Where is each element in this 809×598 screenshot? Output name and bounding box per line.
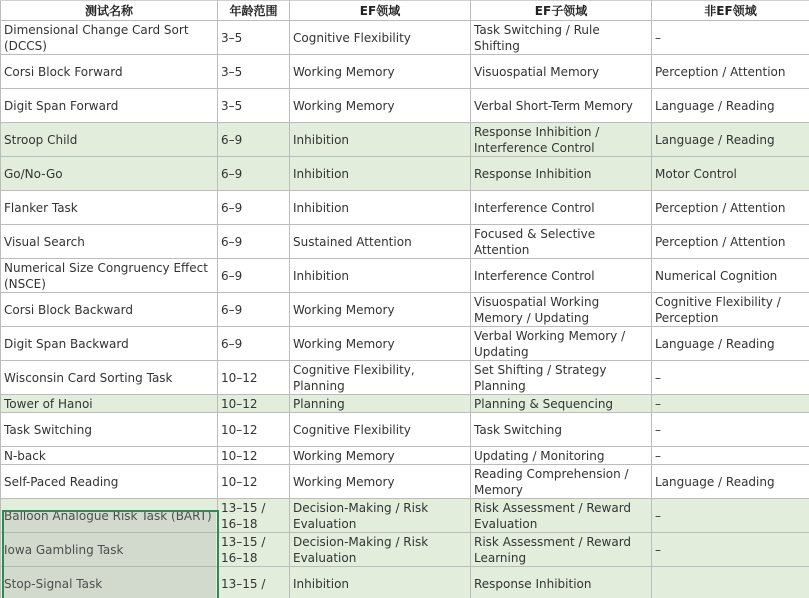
cell-non-ef-domain[interactable]: – (652, 447, 809, 465)
cell-test-name[interactable]: Digit Span Forward (1, 89, 218, 123)
cell-ef-domain[interactable]: Decision-Making / Risk Evaluation (290, 533, 471, 567)
table-row (1, 55, 809, 89)
table-row (1, 327, 809, 361)
cell-non-ef-domain[interactable]: Perception / Attention (652, 191, 809, 225)
cell-age-range[interactable]: 3–5 (218, 89, 290, 123)
cell-age-range[interactable]: 6–9 (218, 191, 290, 225)
cell-non-ef-domain[interactable]: Cognitive Flexibility / Perception (652, 293, 809, 327)
cell-ef-subdomain[interactable]: Response Inhibition (471, 157, 652, 191)
cell-ef-domain[interactable]: Working Memory (290, 89, 471, 123)
header-test-name[interactable]: 测试名称 (1, 1, 218, 21)
table-row (1, 293, 809, 327)
cell-ef-subdomain[interactable]: Interference Control (471, 191, 652, 225)
cell-ef-domain[interactable]: Sustained Attention (290, 225, 471, 259)
table-row (1, 361, 809, 395)
cell-test-name[interactable]: Wisconsin Card Sorting Task (1, 361, 218, 395)
cell-age-range[interactable]: 10–12 (218, 465, 290, 499)
cell-age-range[interactable]: 3–5 (218, 21, 290, 55)
cell-test-name[interactable]: Digit Span Backward (1, 327, 218, 361)
table-row (1, 395, 809, 413)
cell-ef-subdomain[interactable]: Planning & Sequencing (471, 395, 652, 413)
cell-non-ef-domain[interactable]: – (652, 413, 809, 447)
cell-test-name[interactable]: Flanker Task (1, 191, 218, 225)
header-age-range[interactable]: 年龄范围 (218, 1, 290, 21)
cell-test-name[interactable]: Go/No-Go (1, 157, 218, 191)
cell-age-range[interactable]: 13–15 / 16–18 (218, 499, 290, 533)
cell-ef-domain[interactable]: Working Memory (290, 465, 471, 499)
cell-ef-subdomain[interactable]: Task Switching (471, 413, 652, 447)
cell-non-ef-domain[interactable]: Numerical Cognition (652, 259, 809, 293)
cell-non-ef-domain[interactable]: Motor Control (652, 157, 809, 191)
header-ef-subdomain[interactable]: EF子领域 (471, 1, 652, 21)
cell-age-range[interactable]: 6–9 (218, 293, 290, 327)
cell-ef-subdomain[interactable]: Verbal Short-Term Memory (471, 89, 652, 123)
cell-ef-subdomain[interactable]: Interference Control (471, 259, 652, 293)
cell-test-name[interactable]: Stop-Signal Task (1, 567, 218, 598)
cell-age-range[interactable]: 13–15 / 16–18 (218, 533, 290, 567)
table-row (1, 567, 809, 598)
table-row (1, 89, 809, 123)
cell-test-name[interactable]: Balloon Analogue Risk Task (BART) (1, 499, 218, 533)
cell-ef-domain[interactable]: Working Memory (290, 327, 471, 361)
cell-ef-domain[interactable]: Decision-Making / Risk Evaluation (290, 499, 471, 533)
cell-age-range[interactable]: 10–12 (218, 447, 290, 465)
cell-age-range[interactable]: 10–12 (218, 361, 290, 395)
cell-age-range[interactable]: 6–9 (218, 123, 290, 157)
table-row (1, 465, 809, 499)
cell-non-ef-domain[interactable]: – (652, 395, 809, 413)
cell-non-ef-domain[interactable]: Language / Reading (652, 465, 809, 499)
table-row (1, 157, 809, 191)
cell-age-range[interactable]: 6–9 (218, 327, 290, 361)
cell-test-name[interactable]: N-back (1, 447, 218, 465)
table-row (1, 447, 809, 465)
cell-ef-subdomain[interactable]: Verbal Working Memory / Updating (471, 327, 652, 361)
cell-ef-subdomain[interactable]: Focused & Selective Attention (471, 225, 652, 259)
table-row (1, 259, 809, 293)
cell-ef-domain[interactable]: Planning (290, 395, 471, 413)
cell-non-ef-domain[interactable]: Perception / Attention (652, 225, 809, 259)
cell-test-name[interactable]: Numerical Size Congruency Effect (NSCE) (1, 259, 218, 293)
header-non-ef-domain[interactable]: 非EF领域 (652, 1, 809, 21)
cell-test-name[interactable]: Stroop Child (1, 123, 218, 157)
cell-ef-subdomain[interactable]: Reading Comprehension / Memory (471, 465, 652, 499)
cell-ef-domain[interactable]: Working Memory (290, 55, 471, 89)
cell-age-range[interactable]: 10–12 (218, 413, 290, 447)
header-ef-domain[interactable]: EF领域 (290, 1, 471, 21)
cell-test-name[interactable]: Self-Paced Reading (1, 465, 218, 499)
cell-ef-subdomain[interactable]: Response Inhibition / Interference Control (471, 123, 652, 157)
cell-non-ef-domain[interactable]: – (652, 499, 809, 533)
cell-non-ef-domain[interactable]: Language / Reading (652, 327, 809, 361)
cell-test-name[interactable]: Iowa Gambling Task (1, 533, 218, 567)
table-row (1, 123, 809, 157)
cell-age-range[interactable]: 6–9 (218, 157, 290, 191)
cell-ef-subdomain[interactable]: Visuospatial Working Memory / Updating (471, 293, 652, 327)
cell-ef-subdomain[interactable]: Updating / Monitoring (471, 447, 652, 465)
cell-test-name[interactable]: Corsi Block Forward (1, 55, 218, 89)
cell-ef-subdomain[interactable]: Visuospatial Memory (471, 55, 652, 89)
cell-age-range[interactable]: 10–12 (218, 395, 290, 413)
cell-test-name[interactable]: Tower of Hanoi (1, 395, 218, 413)
cell-test-name[interactable]: Corsi Block Backward (1, 293, 218, 327)
cell-ef-subdomain[interactable]: Response Inhibition (471, 567, 652, 598)
cell-non-ef-domain[interactable]: Perception / Attention (652, 55, 809, 89)
table-row (1, 533, 809, 567)
cell-age-range[interactable]: 6–9 (218, 259, 290, 293)
cell-ef-domain[interactable]: Cognitive Flexibility (290, 413, 471, 447)
cell-ef-domain[interactable]: Working Memory (290, 447, 471, 465)
cell-ef-domain[interactable]: Working Memory (290, 293, 471, 327)
cell-age-range[interactable]: 6–9 (218, 225, 290, 259)
table-row (1, 191, 809, 225)
cell-non-ef-domain[interactable]: – (652, 361, 809, 395)
cell-non-ef-domain[interactable]: – (652, 533, 809, 567)
cell-ef-domain[interactable]: Inhibition (290, 259, 471, 293)
cell-ef-subdomain[interactable]: Risk Assessment / Reward Learning (471, 533, 652, 567)
cell-non-ef-domain[interactable]: Language / Reading (652, 89, 809, 123)
cell-non-ef-domain[interactable]: – (652, 21, 809, 55)
cell-ef-domain[interactable]: Inhibition (290, 191, 471, 225)
cell-test-name[interactable]: Task Switching (1, 413, 218, 447)
cell-ef-domain[interactable]: Cognitive Flexibility, Planning (290, 361, 471, 395)
cell-ef-domain[interactable]: Inhibition (290, 567, 471, 598)
cell-non-ef-domain[interactable] (652, 567, 809, 598)
table-row (1, 225, 809, 259)
table-row (1, 413, 809, 447)
cell-ef-subdomain[interactable]: Risk Assessment / Reward Evaluation (471, 499, 652, 533)
table-row (1, 21, 809, 55)
header-row (1, 1, 809, 21)
cell-age-range[interactable]: 3–5 (218, 55, 290, 89)
table-row (1, 499, 809, 533)
cell-ef-subdomain[interactable]: Task Switching / Rule Shifting (471, 21, 652, 55)
cell-test-name[interactable]: Visual Search (1, 225, 218, 259)
cell-test-name[interactable]: Dimensional Change Card Sort (DCCS) (1, 21, 218, 55)
cell-ef-domain[interactable]: Inhibition (290, 157, 471, 191)
cell-ef-domain[interactable]: Inhibition (290, 123, 471, 157)
cell-non-ef-domain[interactable]: Language / Reading (652, 123, 809, 157)
cell-ef-subdomain[interactable]: Set Shifting / Strategy Planning (471, 361, 652, 395)
cell-age-range[interactable]: 13–15 / (218, 567, 290, 598)
cell-ef-domain[interactable]: Cognitive Flexibility (290, 21, 471, 55)
